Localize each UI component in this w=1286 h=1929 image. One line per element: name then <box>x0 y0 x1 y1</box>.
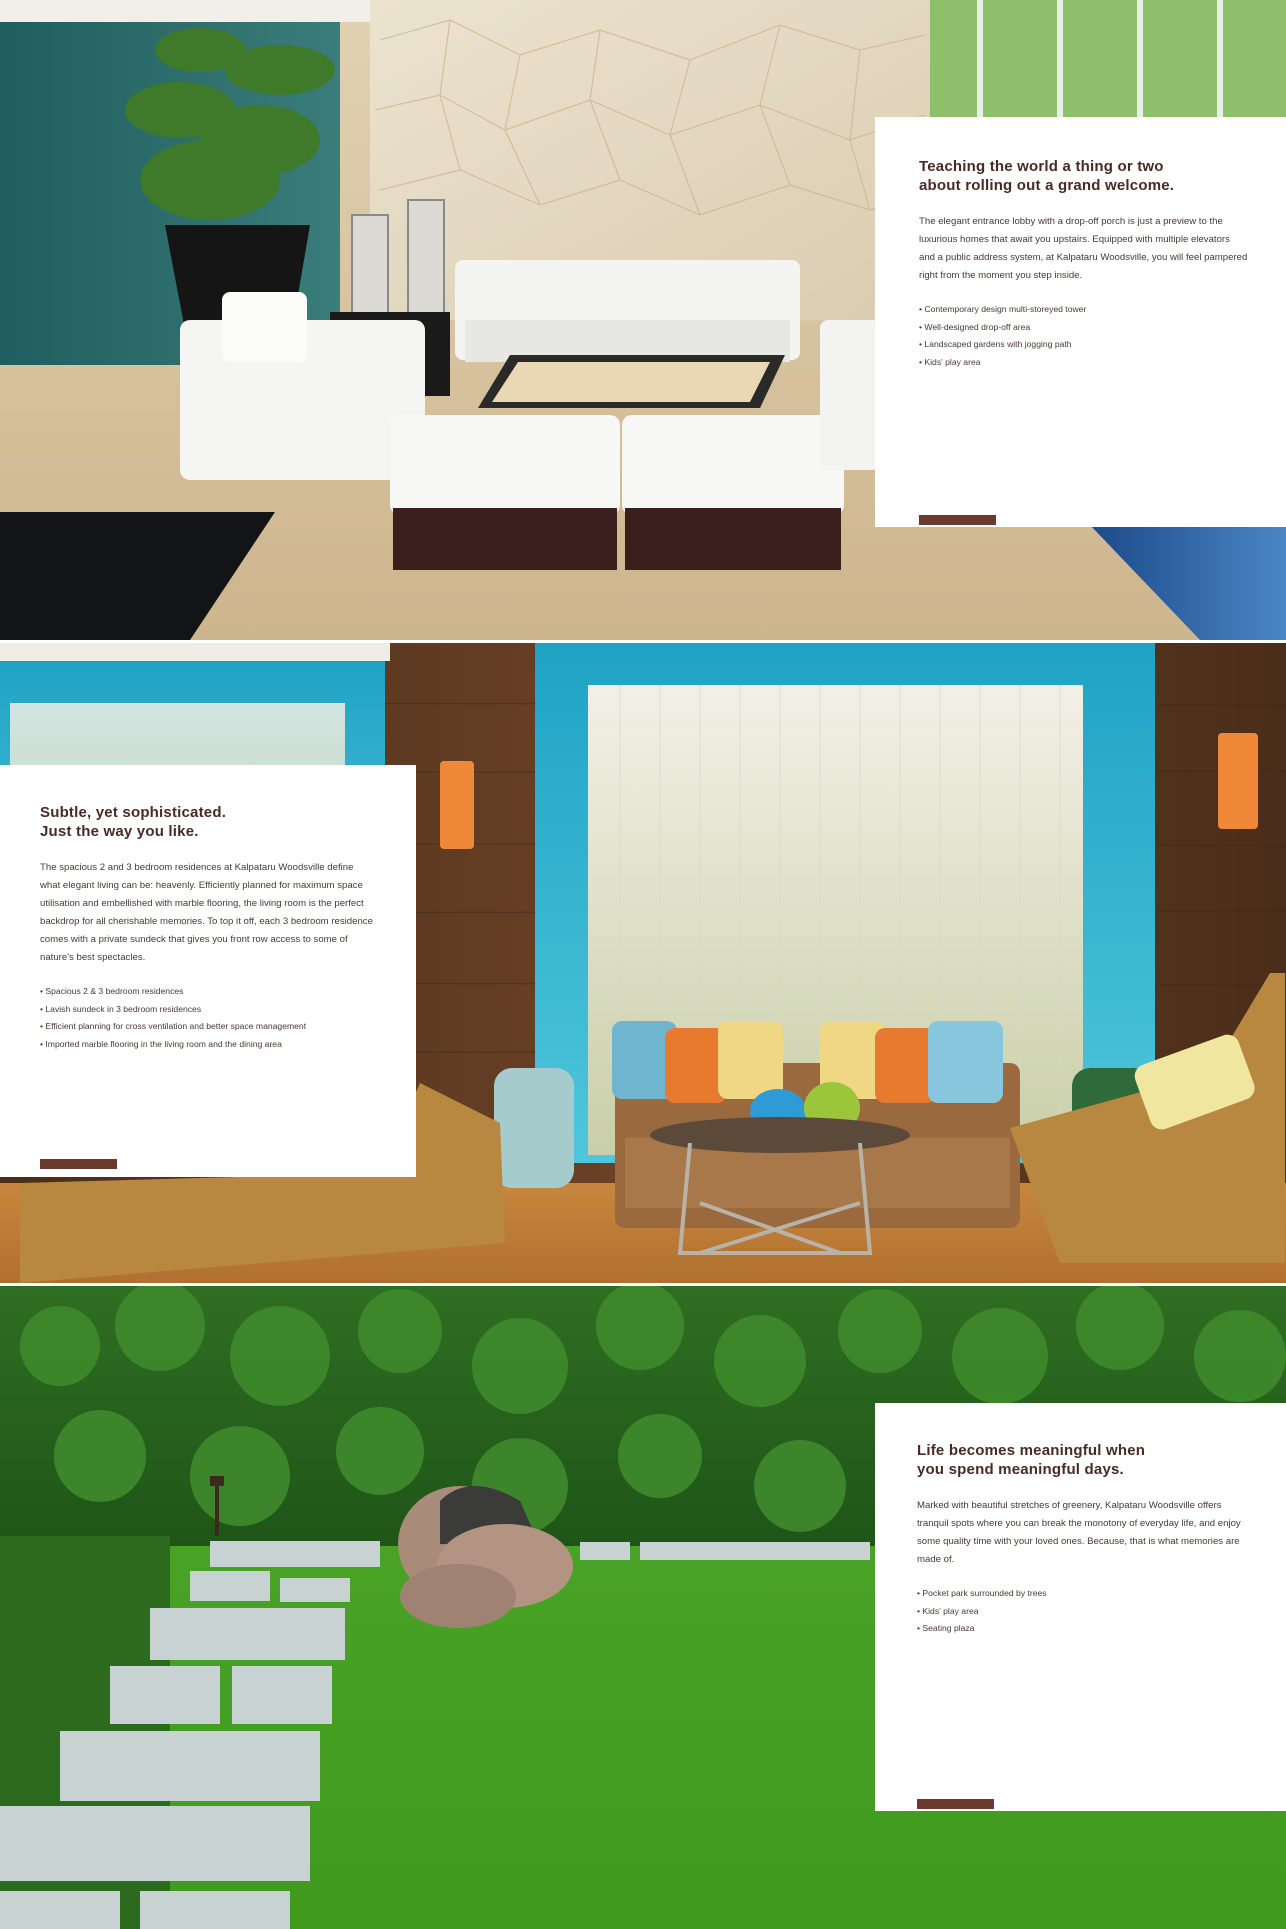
lobby-feature-list <box>919 301 1248 371</box>
garden-heading-line1: Life becomes meaningful when <box>917 1442 1146 1459</box>
lobby-text-card <box>875 117 1286 527</box>
lobby-accent-bar <box>919 515 996 525</box>
list-item: • Kids' play area <box>919 354 1248 372</box>
lobby-heading-line1: Teaching the world a thing or two <box>919 158 1164 175</box>
lobby-body-text: The elegant entrance lobby with a drop-off porch is just a preview to the luxurious homes that await you upstairs. Equipped with multiple elevators and a public address system, at Kalpataru Woodsville, you will feel pampered right from the moment you step inside. <box>919 216 1248 281</box>
list-item: • Efficient planning for cross ventilation and better space management <box>40 1018 376 1036</box>
garden-feature-list <box>917 1585 1248 1638</box>
list-item: • Kids' play area <box>917 1603 1248 1621</box>
living-room-body-text: The spacious 2 and 3 bedroom residences at Kalpataru Woodsville define what elegant living can be: heavenly. Efficiently planned for maximum space utilisation and embellished with marble flooring, the living room is the perfect backdrop for all cherishable memories. To top it off, each 3 bedroom residence comes with a private sundeck that gives you front row access to some of nature's best spectacles. <box>40 862 373 963</box>
living-room-heading-line1: Subtle, yet sophisticated. <box>40 804 227 821</box>
garden-panel <box>0 1286 1286 1929</box>
lobby-heading-line2: about rolling out a grand welcome. <box>919 177 1175 194</box>
list-item: • Well-designed drop-off area <box>919 319 1248 337</box>
list-item: • Landscaped gardens with jogging path <box>919 336 1248 354</box>
lobby-panel <box>0 0 1286 640</box>
list-item: • Pocket park surrounded by trees <box>917 1585 1248 1603</box>
list-item: • Imported marble flooring in the living room and the dining area <box>40 1036 376 1054</box>
living-room-accent-bar <box>40 1159 117 1169</box>
list-item: • Contemporary design multi-storeyed tower <box>919 301 1248 319</box>
living-room-feature-list <box>40 983 376 1053</box>
garden-heading-line2: you spend meaningful days. <box>917 1461 1124 1478</box>
garden-accent-bar <box>917 1799 994 1809</box>
garden-text-card <box>875 1403 1286 1811</box>
garden-heading <box>917 1441 1248 1479</box>
living-room-panel <box>0 643 1286 1283</box>
living-room-heading <box>40 803 376 841</box>
list-item: • Seating plaza <box>917 1620 1248 1638</box>
lobby-heading <box>919 157 1248 195</box>
list-item: • Spacious 2 & 3 bedroom residences <box>40 983 376 1001</box>
garden-body-text: Marked with beautiful stretches of greenery, Kalpataru Woodsville offers tranquil spots where you can break the monotony of everyday life, and enjoy some quality time with your loved ones. Because, that is what memories are made of. <box>917 1500 1241 1565</box>
living-room-heading-line2: Just the way you like. <box>40 823 199 840</box>
list-item: • Lavish sundeck in 3 bedroom residences <box>40 1001 376 1019</box>
living-room-text-card <box>0 765 416 1177</box>
